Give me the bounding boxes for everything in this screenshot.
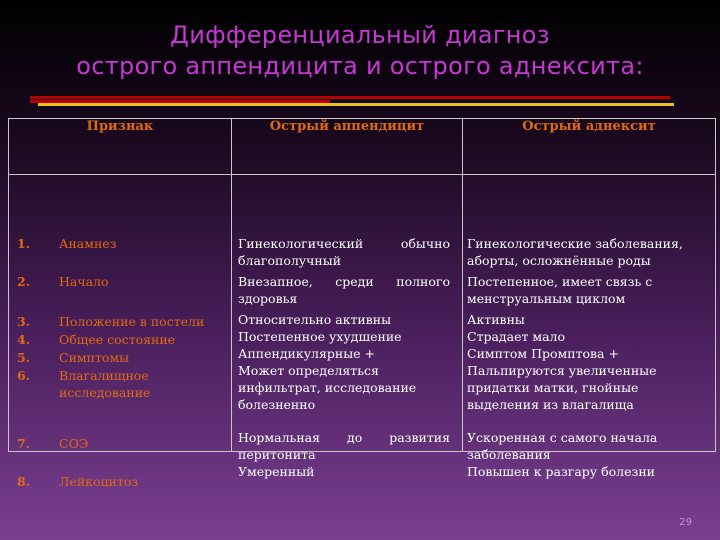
table-body-row (9, 175, 716, 452)
sign-label: СОЭ (59, 436, 89, 451)
sign-number: 6. (17, 368, 31, 383)
adnexitis-line: придатки матки, гнойные (467, 380, 639, 395)
diagnosis-table-wrap (8, 118, 712, 489)
appendicitis-line: Может определяться (238, 363, 379, 378)
sign-number: 2. (17, 274, 31, 289)
appendicitis-list (232, 175, 462, 479)
appendicitis-line: Постепенное ухудшение (238, 329, 402, 344)
sign-label: Общее состояние (59, 332, 176, 347)
header-adnexitis: Острый аднексит (463, 119, 716, 175)
title-underline-yellow (38, 103, 674, 106)
adnexitis-line: заболевания (467, 447, 551, 462)
slide-title-line-1: Дифференциальный диагноз (170, 21, 550, 49)
adnexitis-line: менструальным циклом (467, 291, 626, 306)
appendicitis-word: среди (335, 274, 374, 289)
appendicitis-line: болезненно (238, 397, 316, 412)
sign-number: 7. (17, 436, 31, 451)
sign-label: Симптомы (59, 350, 130, 365)
appendicitis-line: инфильтрат, исследование (238, 380, 417, 395)
appendicitis-cell (232, 175, 463, 479)
sign-number: 5. (17, 350, 31, 365)
appendicitis-word: развития (389, 430, 450, 445)
appendicitis-line: благополучный (238, 253, 342, 268)
diagnosis-table (8, 118, 716, 489)
appendicitis-line: Умеренный (238, 464, 315, 479)
sign-label: Анамнез (59, 236, 117, 251)
appendicitis-line (238, 429, 450, 447)
signs-list (9, 175, 231, 489)
adnexitis-line: Активны (467, 312, 525, 327)
sign-label: Лейкоцитоз (59, 474, 139, 489)
appendicitis-line: Аппендикулярные + (238, 346, 376, 361)
adnexitis-line: Страдает мало (467, 329, 566, 344)
sign-label: Влагалищное (59, 368, 149, 383)
appendicitis-word: Гинекологический (238, 236, 364, 251)
appendicitis-word: обычно (400, 236, 450, 251)
appendicitis-line (238, 235, 450, 253)
header-sign: Признак (9, 119, 232, 175)
adnexitis-line: Гинекологические заболевания, (467, 236, 683, 251)
slide-title (0, 20, 720, 82)
signs-cell (9, 175, 232, 489)
adnexitis-line: аборты, осложнённые роды (467, 253, 651, 268)
sign-label-cont: исследование (59, 385, 151, 400)
slide-title-line-2: острого аппендицита и острого аднексита: (76, 52, 644, 80)
appendicitis-word: Нормальная (238, 430, 321, 445)
appendicitis-word: Внезапное, (238, 274, 313, 289)
adnexitis-line: Постепенное, имеет связь с (467, 274, 653, 289)
appendicitis-line: Относительно активны (238, 312, 392, 327)
sign-label: Положение в постели (59, 314, 205, 329)
sign-number: 4. (17, 332, 31, 347)
table-header-row (9, 119, 716, 175)
adnexitis-line: выделения из влагалища (467, 397, 634, 412)
header-appendicitis: Острый аппендицит (232, 119, 463, 175)
appendicitis-line: здоровья (238, 291, 298, 306)
adnexitis-line: Симптом Промптова + (467, 346, 619, 361)
adnexitis-list (463, 175, 715, 479)
adnexitis-line: Ускоренная с самого начала (467, 430, 658, 445)
appendicitis-word: до (347, 430, 363, 445)
title-underline-red (30, 96, 670, 99)
sign-number: 1. (17, 236, 31, 251)
adnexitis-line: Повышен к разгару болезни (467, 464, 655, 479)
sign-label: Начало (59, 274, 109, 289)
page-number: 29 (679, 517, 692, 528)
sign-number: 3. (17, 314, 31, 329)
adnexitis-cell (463, 175, 716, 479)
sign-number: 8. (17, 474, 31, 489)
appendicitis-line: перитонита (238, 447, 316, 462)
adnexitis-line: Пальпируются увеличенные (467, 363, 657, 378)
appendicitis-word: полного (396, 274, 450, 289)
appendicitis-line (238, 273, 450, 291)
